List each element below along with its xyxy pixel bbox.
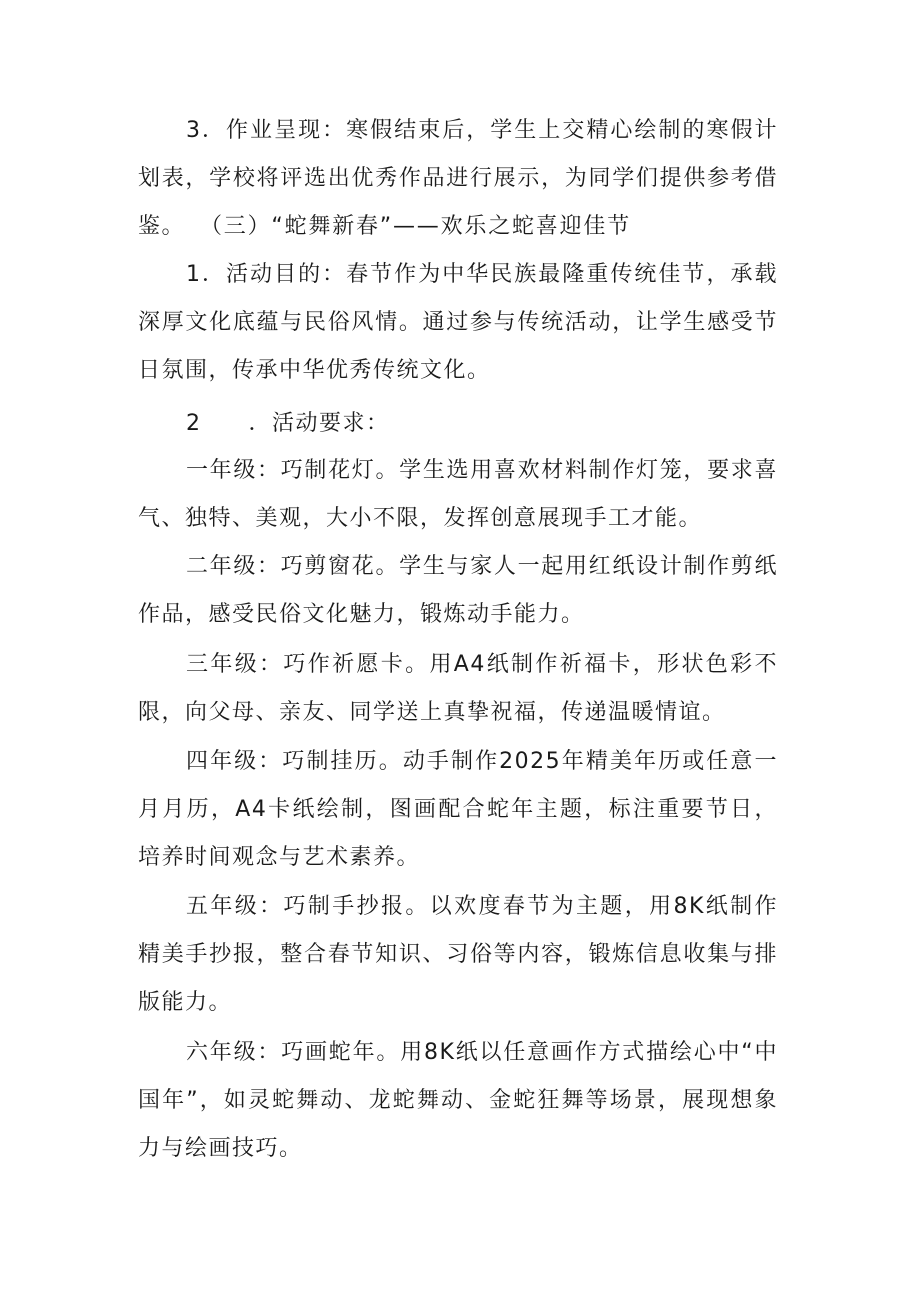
paragraph-grade-2: 二年级：巧剪窗花。学生与家人一起用红纸设计制作剪纸作品，感受民俗文化魅力，锻炼动手能力。 <box>138 554 778 627</box>
paragraph-activity-requirements: 2 ．活动要求： <box>186 411 390 436</box>
paragraph-grade-5: 五年级：巧制手抄报。以欢度春节为主题，用8K纸制作精美手抄报，整合春节知识、习俗等内容，锻炼信息收集与排版能力。 <box>138 894 778 1015</box>
section-heading: （三）“蛇舞新春”——欢乐之蛇喜迎佳节 <box>200 214 631 239</box>
paragraph-homework-presentation: 3．作业呈现：寒假结束后，学生上交精心绘制的寒假计划表，学校将评选出优秀作品进行展示，为同学们提供参考借鉴。 <box>138 118 778 239</box>
paragraph-grade-6: 六年级：巧画蛇年。用8K纸以任意画作方式描绘心中“中国年”，如灵蛇舞动、龙蛇舞动、金蛇狂舞等场景，展现想象力与绘画技巧。 <box>138 1040 778 1161</box>
paragraph-grade-3: 三年级：巧作祈愿卡。用A4纸制作祈福卡，形状色彩不限，向父母、亲友、同学送上真挚祝福，传递温暖情谊。 <box>138 652 778 725</box>
paragraph-activity-purpose: 1．活动目的：春节作为中华民族最隆重传统佳节，承载深厚文化底蕴与民俗风情。通过参与传统活动，让学生感受节日氛围，传承中华优秀传统文化。 <box>138 262 778 383</box>
paragraph-grade-1: 一年级：巧制花灯。学生选用喜欢材料制作灯笼，要求喜气、独特、美观，大小不限，发挥创意展现手工才能。 <box>138 458 778 531</box>
paragraph-grade-4: 四年级：巧制挂历。动手制作2025年精美年历或任意一月月历，A4卡纸绘制，图画配合蛇年主题，标注重要节日，培养时间观念与艺术素养。 <box>138 749 778 870</box>
